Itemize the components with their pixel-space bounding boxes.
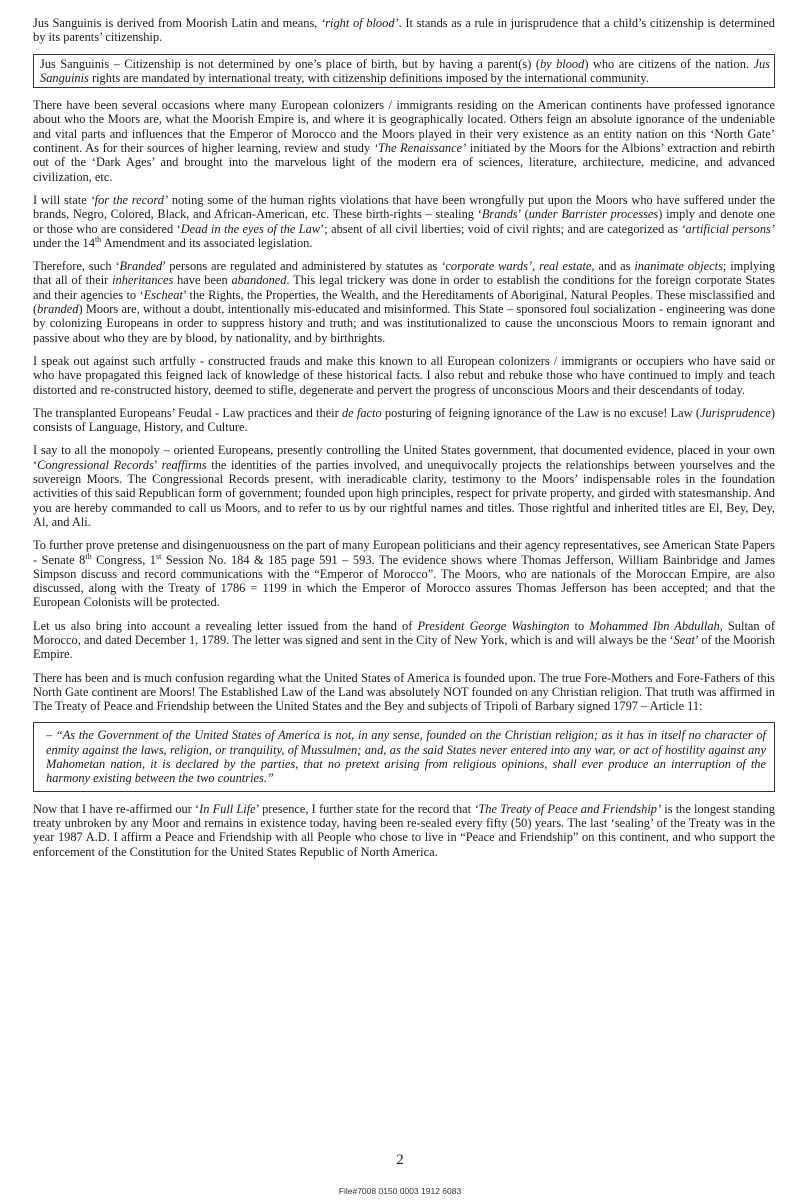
paragraph-block xyxy=(33,98,775,184)
paragraph-block xyxy=(33,443,775,529)
italic-run: Brands xyxy=(481,207,518,222)
paragraph-block xyxy=(33,354,775,397)
treaty-quote-box xyxy=(33,722,775,791)
superscript: st xyxy=(156,551,162,561)
paragraph-block xyxy=(33,259,775,345)
paragraph xyxy=(40,57,770,86)
italic-run: by blood xyxy=(539,56,585,71)
text-run: , and as xyxy=(591,259,635,274)
italic-run: ‘for the record’ xyxy=(90,192,169,207)
italic-run: President George Washington xyxy=(417,618,570,633)
text-run: There have been several occasions where many European colonizers / immigrants residing on the American continents have professed ignorance about who the Moors are, what the Moorish Empire is, and where it is geographically located. Others feign an absolute ignorance of the undeniable and vital parts and influences that the Emperor of Morocco and the Moors played in their very existence as an entity nation on this ‘North Gate’ continent. As for their sources of higher learning, review and study xyxy=(33,98,775,156)
text-run: ’ xyxy=(153,457,162,472)
text-run: . This legal trickery was done in order to establish the conditions for the foreign corporate States and their agencies to ‘ xyxy=(33,273,775,302)
text-run: , xyxy=(532,259,540,274)
text-run: – “As the Government of the United States of America is not, in any sense, founded on the Christian religion; as it has in itself no character of enmity against the laws, religion, or tranquility, of Mussulmen; and, as the said States never entered into any war, or act of hostility against any Mahometan nation, it is declared by the parties, that no pretext arising from religious opinions, shall ever produce an interruption of the harmony existing between the two countries.” xyxy=(46,728,766,786)
paragraph xyxy=(33,538,775,609)
text-run: , Sultan of Morocco, and dated December 1, 1789. The letter was signed and sent in the City of New York, which is and will always be the ‘ xyxy=(33,618,775,647)
paragraph-block xyxy=(33,16,775,45)
italic-run: Branded xyxy=(119,259,163,274)
italic-run: real estate xyxy=(539,259,592,274)
text-run: rights are mandated by international treaty, with citizenship definitions imposed by the international community. xyxy=(88,70,649,85)
text-run: initiated by the Moors for the Albions’ extraction and rebirth out of the ‘Dark Ages’ and brought into the marvelous light of the modern era of sciences, literature, architecture, medicine, and advanced civilization, etc. xyxy=(33,141,775,184)
text-run: posturing of feigning ignorance of the Law is no excuse! Law ( xyxy=(381,405,700,420)
page-number: 2 xyxy=(396,1152,404,1168)
text-run: I will state xyxy=(33,192,91,207)
text-run: To further prove pretense and disingenuousness on the part of many European politicians and their agency representatives, see American State Papers - Senate 8 xyxy=(33,538,775,567)
text-run: Now that I have re-affirmed our ‘ xyxy=(33,801,200,816)
quote-text xyxy=(46,728,766,785)
italic-run: inanimate objects xyxy=(634,259,723,274)
italic-run: under Barrister processes xyxy=(528,207,659,222)
text-run: ; implying that all of their xyxy=(33,259,775,288)
italic-run: reaffirms xyxy=(161,457,207,472)
text-run: Jus Sanguinis is derived from Moorish Latin and means, xyxy=(33,16,322,30)
paragraph-block xyxy=(33,802,775,859)
italic-run: ‘The Renaissance’ xyxy=(373,141,467,156)
paragraph xyxy=(33,354,775,397)
text-run: . It stands as a rule in jurisprudence that a child’s citizenship is determined by its parents’ citizenship. xyxy=(33,16,775,45)
text-run: have been xyxy=(173,273,232,288)
italic-run: branded xyxy=(37,302,79,317)
italic-run: Mohammed Ibn Abdullah xyxy=(589,618,720,633)
paragraph xyxy=(33,802,775,859)
text-run: Therefore, such ‘ xyxy=(33,259,120,274)
italic-run: Congressional Records xyxy=(37,457,154,472)
text-run: Session No. 184 & 185 page 591 – 593. The evidence shows where Thomas Jefferson, William Bainbridge and James Simpson discuss and record communications with the “Emperor of Morocco”. The Moors, who are nationals of the Moroccan Empire, are also discussed, along with the Treaty of 1786 = 1199 in which the Emperor of Morocco assures Thomas Jefferson has been accepted; and that the European Colonists will be protected. xyxy=(33,552,776,610)
text-run: the identities of the parties involved, and unequivocally projects the relationships between yourselves and the sovereign Moors. The Congressional Records present, with ineradicable clarity, testimony to the Moors’ indispensable roles in the foundation activities of this said Republican form of government; founded upon high principles, respect for private property, and girded with statesmanship. And you are hereby commanded to call us Moors, and to refer to us by our rightful names and titles. Those rightful and inherited titles are El, Bey, Dey, Al, and Ali. xyxy=(33,457,775,529)
paragraph-block xyxy=(33,619,775,662)
text-run: ’; absent of all civil liberties; void of civil rights; and are categorized as xyxy=(320,221,682,236)
text-run: ’ ( xyxy=(517,207,529,222)
text-run: ’ the Rights, the Properties, the Wealth, and the Hereditaments of Aboriginal, Natural Peoples. These misclassified and ( xyxy=(33,287,776,317)
text-run: is the longest standing treaty unbroken by any Moor and remains in existence today, having been re-sealed every fifty (50) years. The last ‘sealing’ of the Treaty was in the year 1987 A.D. I affirm a Peace and Friendship with all People who chose to live in “Peace and Friendship” on this continent, and who support the enforcement of the Constitution for the United States Republic of North America. xyxy=(33,801,775,859)
paragraph xyxy=(33,98,775,184)
text-run: noting some of the human rights violations that have been wrongfully put upon the Moors who have suffered under the brands, Negro, Colored, Black, and African-American, etc. These birth-rights – stealing ‘ xyxy=(33,192,776,222)
paragraph-block xyxy=(33,538,775,609)
italic-run: inheritances xyxy=(112,273,174,288)
text-run: ’ persons are regulated and administered by statutes as xyxy=(162,259,442,274)
text-run: ) Moors are, without a doubt, intentionally mis-educated and misinformed. This State – sponsored foul socialization - engineering was done by colonizing Europeans in order to suppress history and truth; and was institutionalized to cause the unconscious Moors to remain ignorant and passive about who they are by blood, by nationality, and by birthrights. xyxy=(33,302,775,345)
text-run: under the 14 xyxy=(33,235,95,250)
italic-run: ‘right of blood’ xyxy=(321,16,399,30)
paragraph-block xyxy=(33,671,775,714)
italic-run: Jus Sanguinis xyxy=(40,56,770,85)
text-run: ) imply and denote one or those who are considered ‘ xyxy=(33,207,775,236)
paragraph-block xyxy=(33,406,775,435)
paragraph-block xyxy=(33,193,775,250)
paragraph xyxy=(33,671,775,714)
italic-run: de facto xyxy=(341,405,382,420)
text-run: to xyxy=(569,618,590,633)
paragraph xyxy=(33,193,775,250)
file-number: File#7008 0150 0003 1912 6083 xyxy=(338,1186,462,1196)
definition-box xyxy=(33,54,775,89)
paragraph xyxy=(33,406,775,435)
italic-run: In Full Life xyxy=(199,801,256,816)
italic-run: ‘The Treaty of Peace and Friendship’ xyxy=(474,801,662,816)
paragraph xyxy=(33,259,775,345)
text-run: I say to all the monopoly – oriented Europeans, presently controlling the United States government, that documented evidence, placed in your own ‘ xyxy=(33,443,775,472)
text-run: There has been and is much confusion regarding what the United States of America is founded upon. The true Fore-Mothers and Fore-Fathers of this North Gate continent are Moors! The Established Law of the Land was absolutely NOT founded on any Christian religion. That truth was affirmed in The Treaty of Peace and Friendship between the United States and the Bey and subjects of Tripoli of Barbary signed 1797 – Article 11: xyxy=(33,670,775,714)
text-run: Let us also bring into account a revealing letter issued from the hand of xyxy=(33,618,418,633)
document-body xyxy=(33,16,775,868)
text-run: ) who are citizens of the nation. xyxy=(584,56,754,71)
text-run: I speak out against such artfully - constructed frauds and make this known to all European colonizers / immigrants or occupiers who have said or who have propagated this feigned lack of knowledge of these historical facts. I also rebut and rebuke those who have continued to imply and teach distorted and re-constructed history, deemed to stifle, degenerate and pervert the progress of unconscious Moors and their descendants of today. xyxy=(33,353,775,397)
italic-run: Escheat xyxy=(143,287,183,302)
paragraph xyxy=(33,619,775,662)
text-run: ’ presence, I further state for the record that xyxy=(255,801,475,816)
text-run: ) consists of Language, History, and Culture. xyxy=(33,405,775,435)
text-run: Congress, 1 xyxy=(91,552,157,567)
italic-run: ‘corporate wards’ xyxy=(441,259,533,274)
paragraph xyxy=(33,16,775,45)
superscript: th xyxy=(85,551,92,561)
text-run: Jus Sanguinis – Citizenship is not determined by one’s place of birth, but by having a parent(s) ( xyxy=(40,56,540,71)
text-run: The transplanted Europeans’ Feudal - Law practices and their xyxy=(33,405,342,420)
text-run: ’ of the Moorish Empire. xyxy=(33,632,776,662)
paragraph xyxy=(33,443,775,529)
italic-run: abandoned xyxy=(231,273,287,288)
italic-run: Seat xyxy=(673,632,695,647)
italic-run: Dead in the eyes of the Law xyxy=(180,221,321,236)
text-run: Amendment and its associated legislation. xyxy=(101,235,313,250)
italic-run: Jurisprudence xyxy=(699,405,771,420)
superscript: th xyxy=(94,234,102,244)
italic-run: ‘artificial persons’ xyxy=(681,221,775,236)
